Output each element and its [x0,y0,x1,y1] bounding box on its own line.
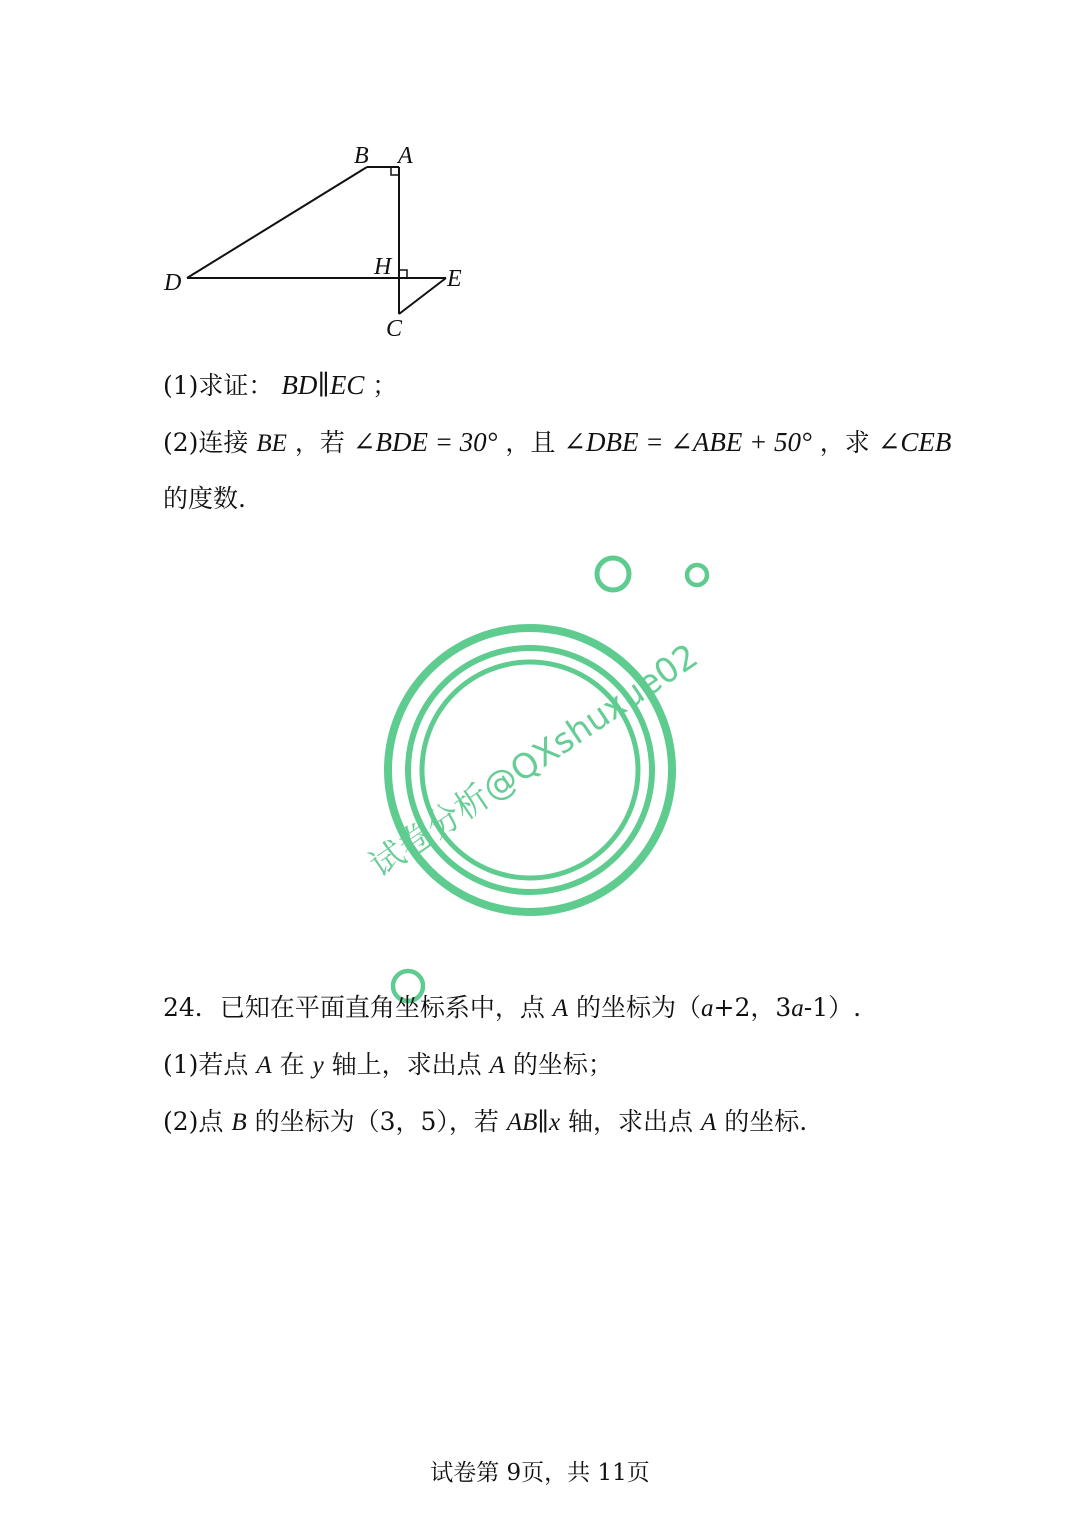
q24-part2-a: A [700,1109,717,1136]
watermark-circle-small-1 [597,558,629,590]
label-d: D [164,270,182,296]
q23-part2 [163,425,951,461]
q24-part1-a: A [256,1052,272,1079]
q24-part1-end: 的坐标； [512,1050,613,1079]
q23-part2-and: ，且 [505,428,556,457]
q23-part1 [163,368,397,403]
figure-svg [150,130,490,350]
q23-part2-ask: ，求 [819,428,870,457]
q24-part1-prefix: (1)若点 [163,1050,249,1079]
label-a: A [398,143,413,169]
q24-part1-a2: A [489,1052,505,1079]
q23-angle-dbe: ∠DBE = ∠ABE + 50° [563,427,812,457]
q24-part2-text1: 的坐标为（3，5），若 [254,1107,499,1136]
q24-part1-y: y [312,1052,324,1079]
label-h: H [374,254,392,280]
q23-part2-if: ，若 [294,428,345,457]
q24-part1 [163,1048,613,1083]
right-angle-h [399,270,407,278]
q24-part1-text: 轴上，求出点 [331,1050,482,1079]
q24-part2-b: B [231,1109,247,1136]
q24-stem-text1: 已知在平面直角坐标系中，点 [219,993,545,1022]
watermark-stamp [360,540,720,1020]
q24-stem-a: A [552,995,569,1022]
q23-part2-be: BE [256,430,287,457]
watermark-circle-small-2 [687,565,707,585]
watermark-text: 试卷分析@QXshuxue02 [362,636,706,886]
geometry-figure [150,130,490,350]
q24-part1-mid: 在 [279,1050,305,1079]
q24-coord-a1: a [701,995,714,1022]
q23-part2-line2: 的度数. [163,484,246,513]
q24-part2-text2: 轴，求出点 [568,1107,694,1136]
q23-part1-math: BD∥EC [281,370,365,400]
page-footer: 试卷第 9页，共 11页 [430,1460,650,1486]
q23-part1-prefix: (1)求证： [163,371,274,400]
watermark-svg [360,540,720,1020]
q24-stem-text2: 的坐标为（ [576,993,702,1022]
q24-stem [163,991,861,1026]
q24-part2 [163,1105,807,1140]
q24-coord-a2: a [791,995,804,1022]
label-e: E [447,266,462,292]
q24-part2-end: 的坐标. [724,1107,808,1136]
segment-db [187,167,367,278]
q24-part2-ab: AB∥x [506,1109,561,1136]
q23-part2-prefix: (2)连接 [163,428,249,457]
q24-coord-t2: -1）. [803,993,862,1022]
q24-number: 24． [163,993,220,1022]
segment-ec [399,278,446,314]
q23-part1-suffix: ； [372,371,398,400]
q24-coord-t1: +2，3 [713,993,792,1022]
q23-angle-bde: ∠BDE = 30° [352,427,498,457]
q24-part2-prefix: (2)点 [163,1107,224,1136]
q23-angle-ceb: ∠CEB [877,427,952,457]
label-b: B [354,143,369,169]
label-c: C [386,316,403,342]
